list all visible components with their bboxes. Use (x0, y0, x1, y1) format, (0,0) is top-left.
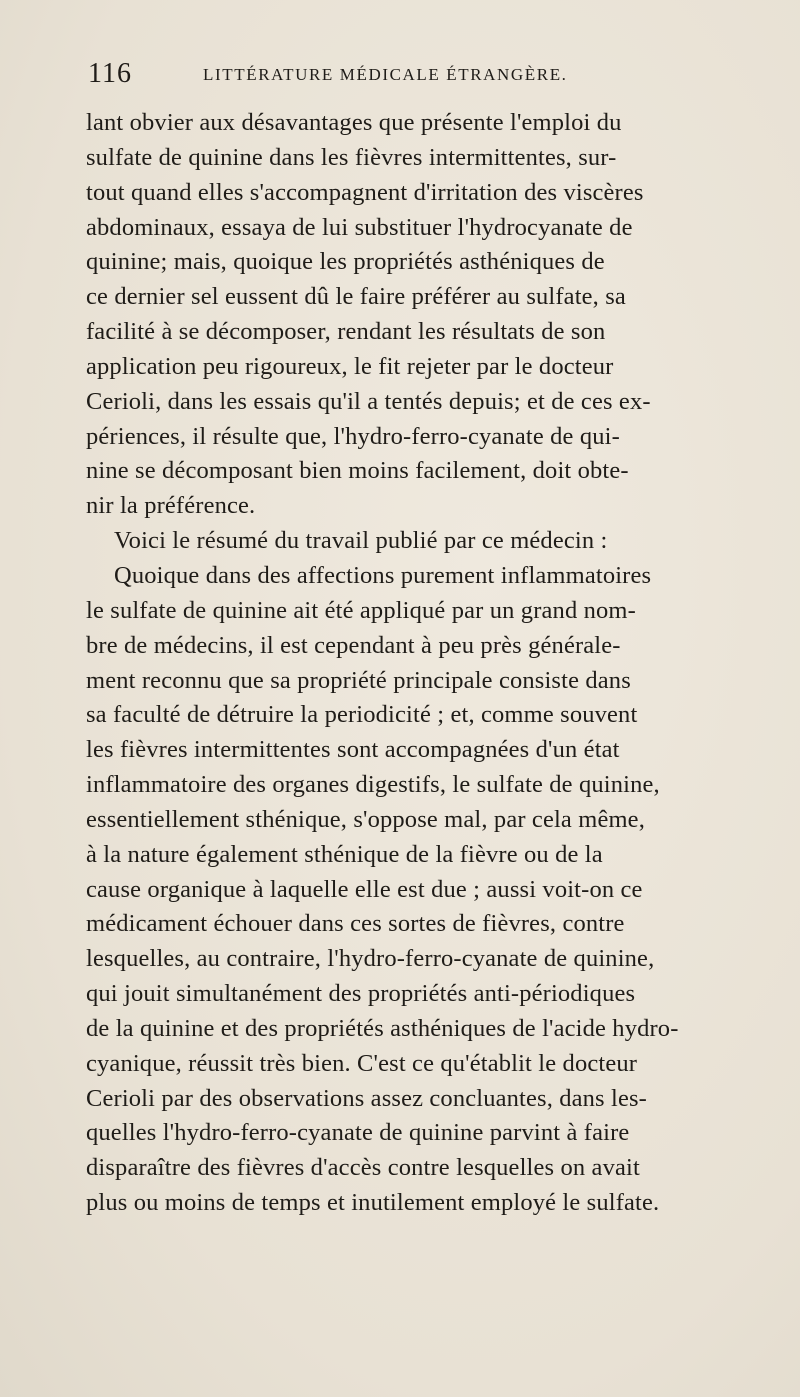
text-line: quelles l'hydro-ferro-cyanate de quinine parvint à faire (86, 1119, 630, 1147)
text-line: facilité à se décomposer, rendant les résultats de son (86, 318, 606, 346)
text-line: lesquelles, au contraire, l'hydro-ferro-cyanate de quinine, (86, 945, 655, 973)
text-line: lant obvier aux désavantages que présente l'emploi du (86, 109, 622, 136)
paragraph-start-line: Quoique dans des affections purement inflammatoires (114, 561, 652, 589)
body-text (86, 106, 766, 1221)
text-line: sulfate de quinine dans les fièvres intermittentes, sur- (86, 143, 617, 171)
text-line: plus ou moins de temps et inutilement employé le sulfate. (86, 1189, 660, 1217)
text-line: application peu rigoureux, le fit rejeter par le docteur (86, 352, 614, 380)
text-line: nir la préférence. (86, 492, 256, 520)
text-line: abdominaux, essaya de lui substituer l'hydrocyanate de (86, 213, 633, 241)
text-line: périences, il résulte que, l'hydro-ferro-cyanate de qui- (86, 422, 620, 450)
text-line: disparaître des fièvres d'accès contre lesquelles on avait (86, 1154, 640, 1182)
text-line: Cerioli, dans les essais qu'il a tentés depuis; et de ces ex- (86, 387, 651, 415)
text-line: bre de médecins, il est cependant à peu près générale- (86, 631, 621, 659)
text-line: quinine; mais, quoique les propriétés asthéniques de (86, 248, 605, 276)
page-header (88, 58, 738, 92)
text-line: tout quand elles s'accompagnent d'irritation des viscères (86, 178, 644, 206)
text-line: Cerioli par des observations assez concluantes, dans les- (86, 1084, 647, 1112)
text-line: à la nature également sthénique de la fièvre ou de la (86, 840, 603, 868)
text-line: qui jouit simultanément des propriétés anti-périodiques (86, 980, 636, 1008)
text-line: inflammatoire des organes digestifs, le sulfate de quinine, (86, 771, 660, 799)
paragraph-start-line: Voici le résumé du travail publié par ce médecin : (114, 527, 608, 555)
text-line: cause organique à laquelle elle est due ; aussi voit-on ce (86, 875, 643, 903)
text-line: de la quinine et des propriétés asthéniques de l'acide hydro- (86, 1014, 679, 1042)
text-line: cyanique, réussit très bien. C'est ce qu'établit le docteur (86, 1049, 638, 1077)
text-line: le sulfate de quinine ait été appliqué par un grand nom- (86, 596, 636, 624)
text-line: sa faculté de détruire la periodicité ; et, comme souvent (86, 701, 638, 729)
text-line: médicament échouer dans ces sortes de fièvres, contre (86, 910, 625, 938)
text-line: ce dernier sel eussent dû le faire préférer au sulfate, sa (86, 283, 626, 311)
text-line: nine se décomposant bien moins facilement, doit obte- (86, 457, 629, 485)
running-title: LITTÉRATURE MÉDICALE ÉTRANGÈRE. (203, 65, 568, 84)
page-number: 116 (88, 58, 132, 89)
text-line: essentiellement sthénique, s'oppose mal, par cela même, (86, 805, 645, 833)
text-line: ment reconnu que sa propriété principale consiste dans (86, 666, 631, 694)
text-line: les fièvres intermittentes sont accompagnées d'un état (86, 736, 620, 764)
